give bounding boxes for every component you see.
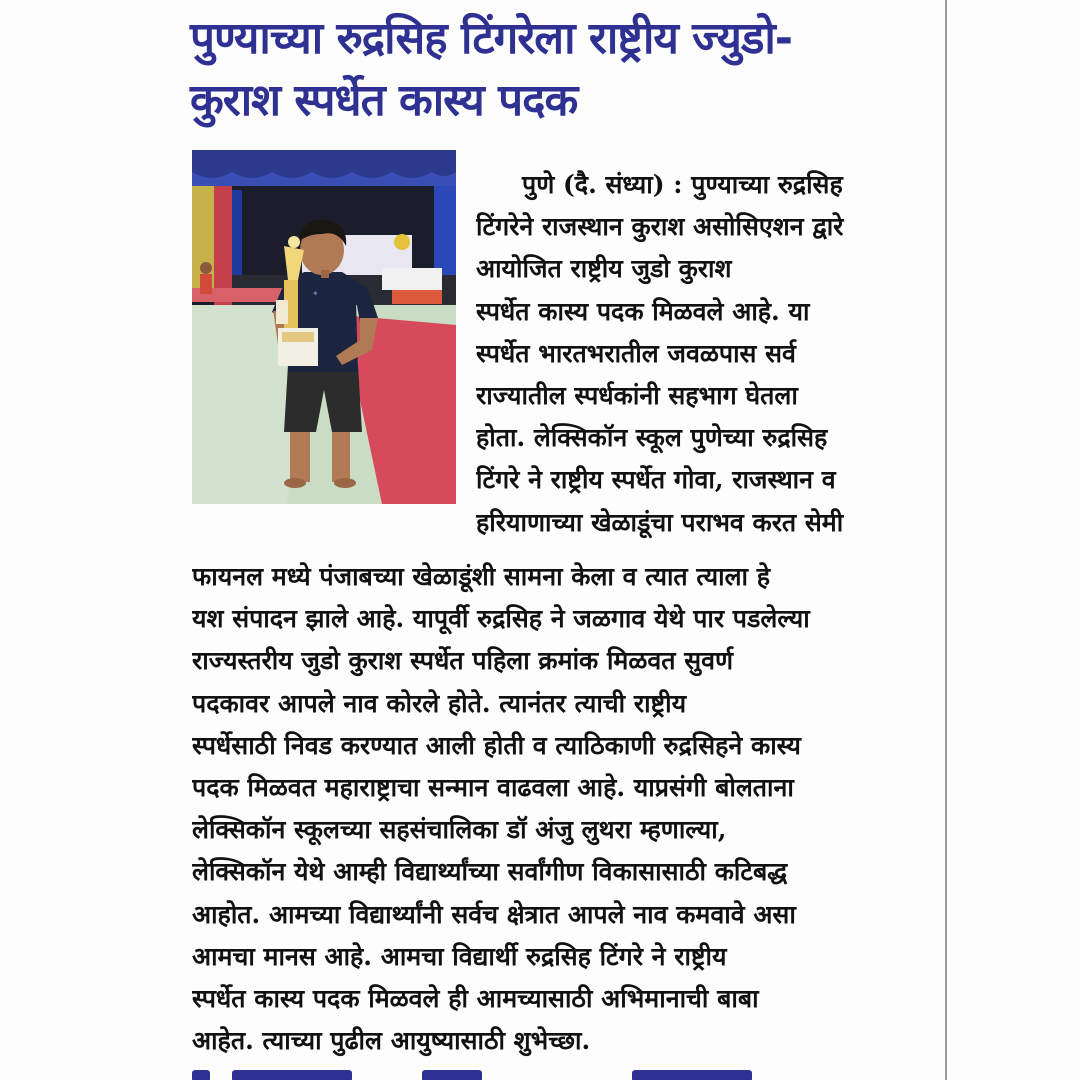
paragraph-line: टिंगरे ने राष्ट्रीय स्पर्धेत गोवा, राजस्थान व bbox=[476, 465, 836, 495]
headline-line-1: पुण्याच्या रुद्रसिह टिंगरेला राष्ट्रीय ज्युडो- bbox=[190, 13, 793, 64]
paragraph-line: लेक्सिकॉन येथे आम्ही विद्यार्थ्यांच्या सर्वांगीण विकासासाठी कटिबद्ध bbox=[192, 857, 788, 887]
paragraph-line: स्पर्धेत भारतभरातील जवळपास सर्व bbox=[476, 338, 796, 368]
paragraph-line: पुणे (दै. संध्या) : पुण्याच्या रुद्रसिह bbox=[522, 170, 843, 199]
paragraph-line: यश संपादन झाले आहे. यापूर्वी रुद्रसिह ने जळगाव येथे पार पडलेल्या bbox=[192, 604, 810, 634]
paragraph-line: आयोजित राष्ट्रीय जुडो कुराश bbox=[476, 254, 732, 284]
paragraph-line: राज्यातील स्पर्धकांनी सहभाग घेतला bbox=[476, 381, 798, 411]
paragraph-line: आहेत. त्याच्या पुढील आयुष्यासाठी शुभेच्छा. bbox=[192, 1026, 591, 1056]
paragraph-line: स्पर्धेसाठी निवड करण्यात आली होती व त्याठिकाणी रुद्रसिहने कास्य bbox=[192, 730, 801, 760]
headline bbox=[190, 8, 940, 132]
column-divider bbox=[945, 0, 947, 1080]
svg-text:✦: ✦ bbox=[312, 289, 319, 298]
paragraph-line: टिंगरेने राजस्थान कुराश असोसिएशन द्वारे bbox=[476, 212, 844, 242]
headline-line-2: कुराश स्पर्धेत कास्य पदक bbox=[190, 75, 578, 126]
paragraph-line: स्पर्धेत कास्य पदक मिळवले आहे. या bbox=[476, 296, 810, 326]
article-body-right-column bbox=[476, 164, 936, 544]
next-headline-fragment bbox=[192, 1068, 792, 1080]
paragraph-line: लेक्सिकॉन स्कूलच्या सहसंचालिका डॉ अंजु लुथरा म्हणाल्या, bbox=[192, 815, 727, 845]
paragraph-line: होता. लेक्सिकॉन स्कूल पुणेच्या रुद्रसिह bbox=[476, 423, 828, 453]
paragraph-line: हरियाणाच्या खेळाडूंचा पराभव करत सेमी bbox=[476, 507, 844, 537]
paragraph-line: फायनल मध्ये पंजाबच्या खेळाडूंशी सामना केला व त्यात त्याला हे bbox=[192, 562, 771, 591]
article-photo bbox=[192, 150, 456, 504]
paragraph-line: पदकावर आपले नाव कोरले होते. त्यानंतर त्याची राष्ट्रीय bbox=[192, 688, 687, 718]
paragraph-line: राज्यस्तरीय जुडो कुराश स्पर्धेत पहिला क्रमांक मिळवत सुवर्ण bbox=[192, 646, 734, 676]
paragraph-line: स्पर्धेत कास्य पदक मिळवले ही आमच्यासाठी अभिमानाची बाबा bbox=[192, 984, 759, 1014]
paragraph-line: आमचा मानस आहे. आमचा विद्यार्थी रुद्रसिह टिंगरे ने राष्ट्रीय bbox=[192, 941, 727, 971]
paragraph-line: पदक मिळवत महाराष्ट्राचा सन्मान वाढवला आहे. याप्रसंगी बोलताना bbox=[192, 773, 794, 803]
paragraph-line: आहोत. आमच्या विद्यार्थ्यांनी सर्वच क्षेत्रात आपले नाव कमवावे असा bbox=[192, 899, 796, 929]
article-body-full-width bbox=[192, 556, 940, 1062]
